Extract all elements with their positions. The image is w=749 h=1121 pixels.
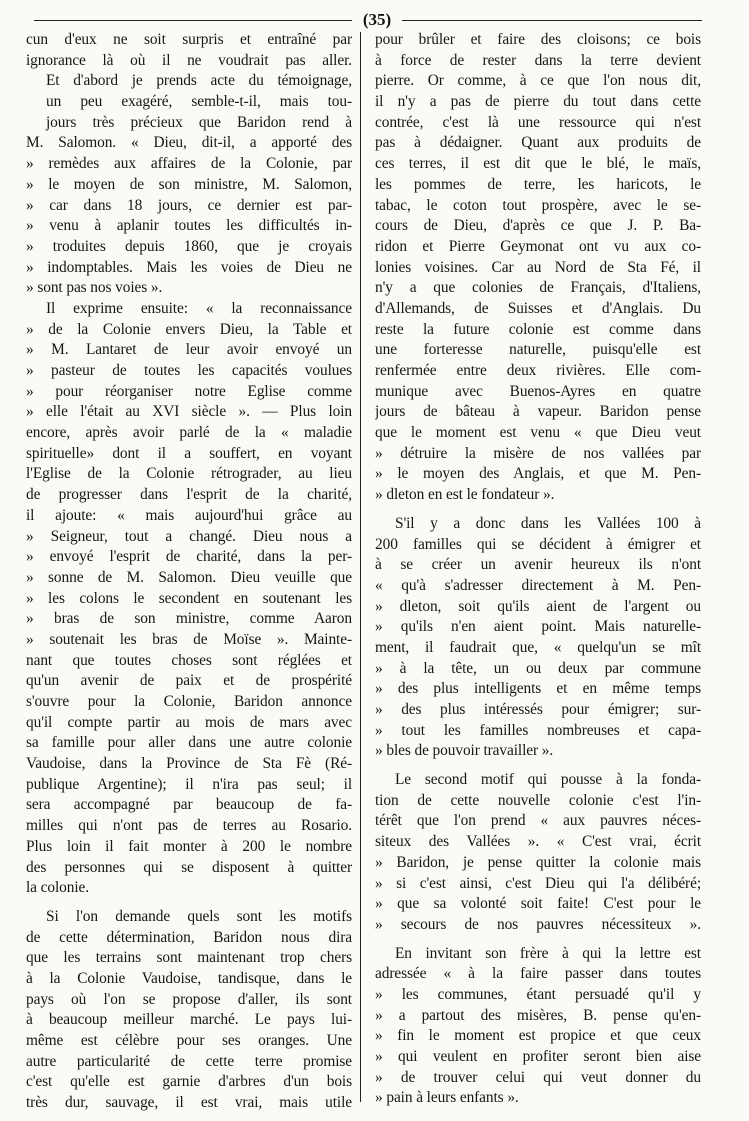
text-line: » pasteur de toutes les capacités voulues: [26, 362, 352, 379]
text-line: pierre. Or comme, à ce que l'on nous dit,: [375, 72, 701, 90]
text-line: autre particularité de cette terre promise: [26, 1052, 352, 1070]
text-line: M. Salomon. « Dieu, dit-il, a apporté des: [26, 134, 352, 152]
text-line: siteux des Vallées ». « C'est vrai, écrit: [375, 833, 701, 851]
text-line: Si l'on demande quels sont les motifs: [46, 907, 352, 925]
text-line: publique Argentine); il n'ira pas seul; il: [26, 775, 352, 793]
text-line: ignorance là où il ne voudrait pas aller.: [26, 51, 352, 69]
text-line: il n'y a pas de pierre du tout dans cette: [375, 93, 701, 111]
text-line: En invitant son frère à qui la lettre est: [395, 944, 701, 962]
text-line: sa famille pour aller dans une autre colonie: [26, 734, 352, 752]
text-line: qu'un avenir de paix et de prospérité: [26, 672, 352, 690]
text-line: de progresser dans l'esprit de la charité,: [26, 486, 352, 504]
text-line: il ajoute: « mais aujourd'hui grâce au: [26, 506, 352, 524]
text-line: » indomptables. Mais les voies de Dieu ne: [26, 258, 352, 276]
text-line: ment, il faudrait que, « quelqu'un se mît: [375, 638, 701, 656]
text-line: à force de rester dans la terre devient: [375, 51, 701, 69]
text-line: s'ouvre pour la Colonie, Baridon annonce: [26, 693, 352, 710]
text-line: » bras de son ministre, comme Aaron: [26, 610, 352, 628]
text-line: les pommes de terre, les haricots, le: [375, 175, 701, 193]
text-line: cours de Dieu, d'après ce que J. P. Ba-: [375, 217, 701, 235]
text-line: contrée, c'est là une ressource qui n'est: [375, 113, 701, 131]
text-line: spirituelle» dont il a souffert, en voyant: [26, 444, 352, 462]
text-line: à la Colonie Vaudoise, tandisque, dans le: [26, 969, 352, 987]
text-line: sera accompagné par beaucoup de fa-: [26, 796, 352, 814]
text-line: que le moment est venu « que Dieu veut: [375, 424, 701, 442]
text-line: » des plus intelligents et en même temps: [375, 680, 701, 698]
text-line: » tout les familles nombreuses et capa-: [375, 721, 701, 739]
text-line: » elle l'était au XVI siècle ». — Plus loin: [26, 403, 352, 421]
text-line: » dleton, soit qu'ils aient de l'argent ou: [375, 597, 701, 615]
text-line: » les colons le secondent en soutenant les: [26, 589, 352, 607]
text-line: S'il y a donc dans les Vallées 100 à: [395, 514, 701, 532]
text-line: » M. Lantaret de leur avoir envoyé un: [26, 341, 352, 359]
text-line: pas à dédaigner. Quant aux produits de: [375, 134, 701, 152]
text-line: munique avec Buenos-Ayres en quatre: [375, 382, 701, 400]
text-line: » pain à leurs enfants ».: [375, 1089, 519, 1107]
text-line: des personnes qui se disposent à quitter: [26, 858, 352, 876]
page-number: (35): [362, 10, 392, 29]
text-line: renfermée entre deux rivières. Elle com-: [375, 362, 701, 379]
text-line: reste la future colonie est comme dans: [375, 320, 701, 338]
text-line: » de la Colonie envers Dieu, la Table et: [26, 320, 352, 338]
text-line: » sonne de M. Salomon. Dieu veuille que: [26, 568, 352, 586]
text-line: que les terrains sont maintenant trop chers: [26, 949, 352, 967]
text-line: adressée « à la faire passer dans toutes: [375, 965, 701, 983]
text-line: » les communes, étant persuadé qu'il y: [375, 985, 701, 1003]
paragraph-gap: [375, 936, 701, 944]
text-line: » qui veulent en profiter seront bien aise: [375, 1048, 701, 1065]
text-line: ridon et Pierre Geymonat ont vu aux co-: [375, 237, 701, 255]
text-line: Vaudoise, dans la Province de Sta Fè (Ré-: [26, 755, 352, 773]
text-line: » remèdes aux affaires de la Colonie, par: [26, 155, 352, 173]
text-line: tabac, le coton tout prospère, avec le se-: [375, 196, 701, 214]
text-line: 200 familles qui se décident à émigrer et: [375, 535, 701, 553]
text-line: » sont pas nos voies ».: [26, 279, 163, 297]
text-line: lonies voisines. Car au Nord de Sta Fé, il: [375, 258, 701, 276]
text-line: c'est qu'elle est garnie d'arbres d'un bois: [26, 1073, 352, 1091]
text-line: » envoyé l'esprit de charité, dans la per-: [26, 548, 352, 566]
text-line: Plus loin il fait monter à 200 le nombre: [26, 837, 352, 855]
text-line: nant que toutes choses sont réglées et: [26, 651, 352, 669]
text-line: » venu à aplanir toutes les difficultés in-: [26, 217, 352, 235]
text-line: térêt que l'on prend « aux pauvres néces-: [375, 812, 701, 830]
text-line: cun d'eux ne soit surpris et entraîné par: [26, 31, 352, 48]
text-line: à se créer un avenir heureux ils n'ont: [375, 556, 701, 574]
page-header: [26, 8, 735, 30]
text-line: d'Allemands, de Suisses et d'Anglais. Du: [375, 299, 701, 317]
text-line: » qu'ils n'en aient point. Mais naturelle-: [375, 618, 701, 636]
text-line: la colonie.: [26, 879, 90, 897]
text-line: un peu exagéré, semble-t-il, mais tou-: [46, 93, 352, 111]
text-line: l'Eglise de la Colonie rétrograder, au lieu: [26, 465, 352, 483]
text-line: » si c'est ainsi, c'est Dieu qui l'a délibéré;: [375, 874, 701, 892]
text-line: même est célèbre pour ses oranges. Une: [26, 1032, 352, 1049]
text-line: ces terres, il est dit que le blé, le maïs,: [375, 155, 701, 173]
text-line: » soutenait les bras de Moïse ». Mainte-: [26, 630, 352, 648]
text-line: Le second motif qui pousse à la fonda-: [395, 771, 701, 789]
text-line: une forteresse naturelle, puisqu'elle est: [375, 341, 701, 359]
text-line: » le moyen des Anglais, et que M. Pen-: [375, 465, 701, 483]
text-line: encore, après avoir parlé de la « maladie: [26, 424, 352, 442]
text-line: Il exprime ensuite: « la reconnaissance: [46, 299, 352, 317]
text-line: » troduites depuis 1860, que je croyais: [26, 237, 352, 255]
text-line: à beaucoup meilleur marché. Le pays lui-: [26, 1011, 352, 1029]
text-line: jours de bâteau à vapeur. Baridon pense: [375, 403, 701, 421]
text-line: » le moyen de son ministre, M. Salomon,: [26, 175, 352, 193]
text-line: » Baridon, je pense quitter la colonie mais: [375, 853, 701, 871]
paragraph-gap: [26, 899, 352, 907]
text-line: » que sa volonté soit faite! C'est pour le: [375, 895, 701, 913]
right-column: [361, 30, 701, 1114]
text-line: » de trouver celui qui veut donner du: [375, 1068, 701, 1086]
text-line: » pour réorganiser notre Eglise comme: [26, 382, 352, 400]
text-line: » a partout des misères, B. pense qu'en-: [375, 1006, 701, 1024]
text-line: milles qui n'ont pas de terres au Rosario.: [26, 817, 352, 835]
text-line: pour brûler et faire des cloisons; ce bois: [375, 31, 701, 48]
text-line: » détruire la misère de nos vallées par: [375, 444, 701, 462]
text-line: « qu'à s'adresser directement à M. Pen-: [375, 576, 701, 594]
text-line: jours très précieux que Baridon rend à: [46, 113, 352, 131]
text-line: qu'il compte partir au mois de mars avec: [26, 713, 352, 731]
text-line: » à la tête, un ou deux par commune: [375, 659, 701, 677]
paragraph-gap: [375, 506, 701, 514]
text-line: » fin le moment est propice et que ceux: [375, 1027, 701, 1045]
text-line: pays où l'on se propose d'aller, ils sont: [26, 990, 352, 1008]
text-line: Et d'abord je prends acte du témoignage,: [46, 72, 352, 90]
text-line: très dur, sauvage, il est vrai, mais utile: [26, 1094, 352, 1112]
text-line: de cette détermination, Baridon nous dira: [26, 928, 352, 946]
text-line: » bles de pouvoir travailler ».: [375, 742, 554, 760]
text-line: » secours de nos pauvres nécessiteux ».: [375, 915, 701, 933]
text-line: » des plus intéressés pour émigrer; sur-: [375, 701, 701, 718]
text-line: » Seigneur, tout a changé. Dieu nous a: [26, 527, 352, 545]
text-line: n'y a que colonies de Français, d'Italiens,: [375, 279, 701, 297]
text-line: tion de cette nouvelle colonie c'est l'in-: [375, 791, 701, 809]
left-column: [26, 30, 360, 1114]
header-rule-right: [402, 20, 702, 21]
paragraph-gap: [375, 762, 701, 770]
header-rule-left: [34, 20, 352, 21]
text-line: » car dans 18 jours, ce dernier est par-: [26, 196, 352, 214]
text-line: » dleton en est le fondateur ».: [375, 486, 555, 504]
text-columns: [26, 30, 735, 1114]
